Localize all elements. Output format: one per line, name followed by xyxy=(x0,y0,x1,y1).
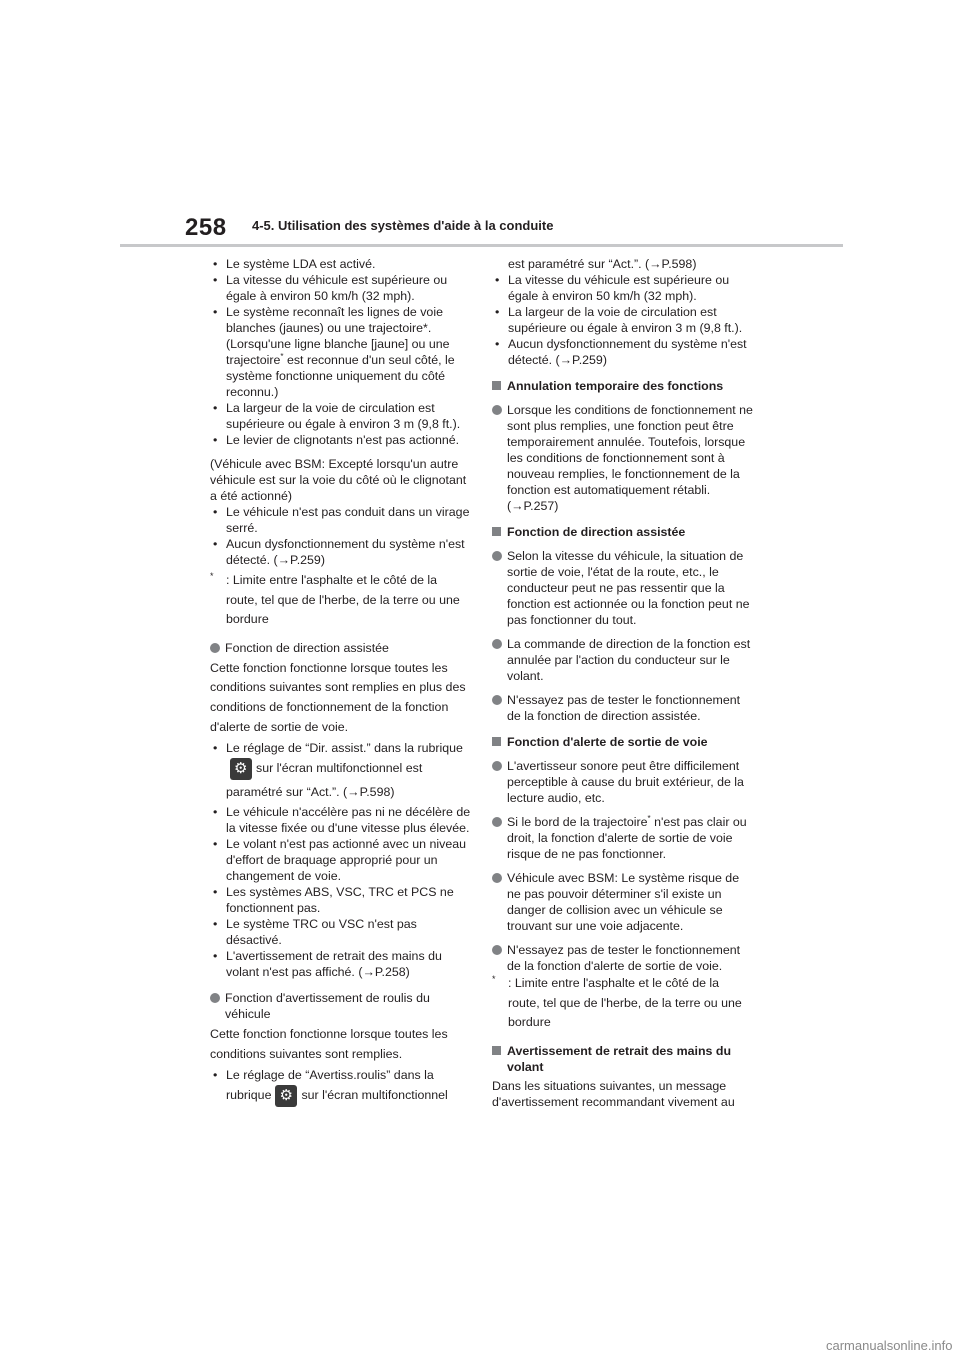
subsection-heading: Avertissement de retrait des mains du volant xyxy=(492,1043,754,1075)
inline-row xyxy=(226,1083,472,1107)
footnote-mark: * xyxy=(492,973,496,984)
list-item: • Le système LDA est activé. xyxy=(210,256,472,272)
bullet-paragraph: N'essayez pas de tester le fonctionnement de la fonction d'alerte de sortie de voie. xyxy=(492,942,754,974)
inline-row xyxy=(226,756,472,804)
bullet-text: Si le bord de la trajectoire xyxy=(507,815,648,829)
list-item: • L'avertissement de retrait des mains du volant n'est pas affiché. (→P.258) xyxy=(210,948,472,980)
list-item: • Aucun dysfonctionnement du système n'est détecté. (→P.259) xyxy=(210,536,472,568)
paragraph: Cette fonction fonctionne lorsque toutes les conditions suivantes sont remplies. xyxy=(210,1027,448,1061)
footnote-ref: * xyxy=(647,813,651,823)
list-item: • Le volant n'est pas actionné avec un niveau d'effort de braquage approprié pour un changement de voie. xyxy=(210,836,472,884)
bullet-paragraph: N'essayez pas de tester le fonctionnement de la fonction de direction assistée. xyxy=(492,692,754,724)
list-item: • Les systèmes ABS, VSC, TRC et PCS ne fonctionnent pas. xyxy=(210,884,472,916)
list-item: • La largeur de la voie de circulation est supérieure ou égale à environ 3 m (9,8 ft.). xyxy=(210,400,472,432)
footnote xyxy=(492,974,754,1033)
bullet-paragraph: Lorsque les conditions de fonctionnement ne sont plus remplies, une fonction peut être temporairement annulée. Toutefois, lorsque les conditions de fonctionnement sont à nouveau remplies, le fonctionnement de la fonction est automatiquement rétabli. (→P.257) xyxy=(492,402,754,514)
bullet-heading: Fonction de direction assistée xyxy=(210,640,472,656)
footnote-mark: * xyxy=(210,570,214,581)
list-item: • Le véhicule n'est pas conduit dans un virage serré. xyxy=(210,504,472,536)
list-item: • Le système TRC ou VSC n'est pas désactivé. xyxy=(210,916,472,948)
list-item: • La vitesse du véhicule est supérieure ou égale à environ 50 km/h (32 mph). xyxy=(492,272,754,304)
list-item: • Le véhicule n'accélère pas ni ne décélère de la vitesse fixée ou d'une vitesse plus élevée. xyxy=(210,804,472,836)
bullet-paragraph: La commande de direction de la fonction est annulée par l'action du conducteur sur le volant. xyxy=(492,636,754,684)
footnote-text: : Limite entre l'asphalte et le côté de la route, tel que de l'herbe, de la terre ou une bordure xyxy=(508,976,742,1030)
footnote-text: : Limite entre l'asphalte et le côté de la route, tel que de l'herbe, de la terre ou une bordure xyxy=(226,573,460,627)
list-item: • La vitesse du véhicule est supérieure ou égale à environ 50 km/h (32 mph). xyxy=(210,272,472,304)
list-item-text: Le réglage de “Dir. assist.” dans la rubrique xyxy=(226,741,463,756)
paragraph: Cette fonction fonctionne lorsque toutes les conditions suivantes sont remplies en plus des conditions de fonctionnement de la fonction d'alerte de sortie de voie. xyxy=(210,660,466,734)
watermark: carmanualsonline.info xyxy=(826,1338,953,1353)
list-item-text: est reconnue d'un seul côté, le système fonctionne uniquement du côté reconnu.) xyxy=(226,353,455,399)
settings-icon xyxy=(230,758,252,780)
right-column xyxy=(492,256,754,1110)
footnote-ref: * xyxy=(280,351,284,361)
subsection-heading: Annulation temporaire des fonctions xyxy=(492,378,754,394)
list-item-text: sur l'écran multifonctionnel xyxy=(301,1088,448,1103)
subsection-heading: Fonction de direction assistée xyxy=(492,524,754,540)
list-item-text: rubrique xyxy=(226,1088,272,1103)
subsection-heading: Fonction d'alerte de sortie de voie xyxy=(492,734,754,750)
continued-text: est paramétré sur “Act.”. (→P.598) xyxy=(508,257,697,271)
page-number: 258 xyxy=(185,214,227,241)
list-item xyxy=(210,1067,472,1107)
list-item-text: sur l'écran multifonctionnel est paramétré sur “Act.”. (→P.598) xyxy=(226,761,423,800)
bullet-paragraph xyxy=(492,814,754,862)
paragraph: Dans les situations suivantes, un message d'avertissement recommandant vivement au xyxy=(492,1078,735,1109)
bullet-paragraph: Selon la vitesse du véhicule, la situation de sortie de voie, l'état de la route, etc., le conducteur peut ne pas ressentir que la fonction est actionnée ou la fonction peut ne pas fonctionner du tout. xyxy=(492,548,754,628)
list-item: • Aucun dysfonctionnement du système n'est détecté. (→P.259) xyxy=(492,336,754,368)
bullet-text: n'est pas clair ou droit, la fonction d'alerte de sortie de voie risque de ne pas fonctionner. xyxy=(507,815,747,861)
list-item-text: Le système reconnaît les lignes de voie blanches (jaunes) ou une trajectoire*. (Lorsqu'une ligne blanche [jaune] ou une trajectoire xyxy=(226,305,450,367)
list-item-text: Le réglage de “Avertiss.roulis” dans la xyxy=(226,1068,434,1083)
bullet-heading: Fonction d'avertissement de roulis du véhicule xyxy=(210,990,472,1022)
left-column xyxy=(210,256,472,1107)
settings-icon xyxy=(275,1085,297,1107)
header-divider xyxy=(120,244,843,247)
bsm-note: (Véhicule avec BSM: Excepté lorsqu'un autre véhicule est sur la voie du côté où le clignotant a été actionné) xyxy=(210,457,467,503)
list-item xyxy=(210,304,472,400)
list-item xyxy=(210,740,472,804)
list-item: • Le levier de clignotants n'est pas actionné. xyxy=(210,432,472,448)
bullet-paragraph: Véhicule avec BSM: Le système risque de ne pas pouvoir déterminer s'il existe un danger de collision avec un véhicule se trouvant sur une voie adjacente. xyxy=(492,870,754,934)
footnote xyxy=(210,571,472,630)
list-item: • La largeur de la voie de circulation est supérieure ou égale à environ 3 m (9,8 ft.). xyxy=(492,304,754,336)
section-title: 4-5. Utilisation des systèmes d'aide à la conduite xyxy=(252,218,554,233)
bullet-paragraph: L'avertisseur sonore peut être difficilement perceptible à cause du bruit extérieur, de la lecture audio, etc. xyxy=(492,758,754,806)
